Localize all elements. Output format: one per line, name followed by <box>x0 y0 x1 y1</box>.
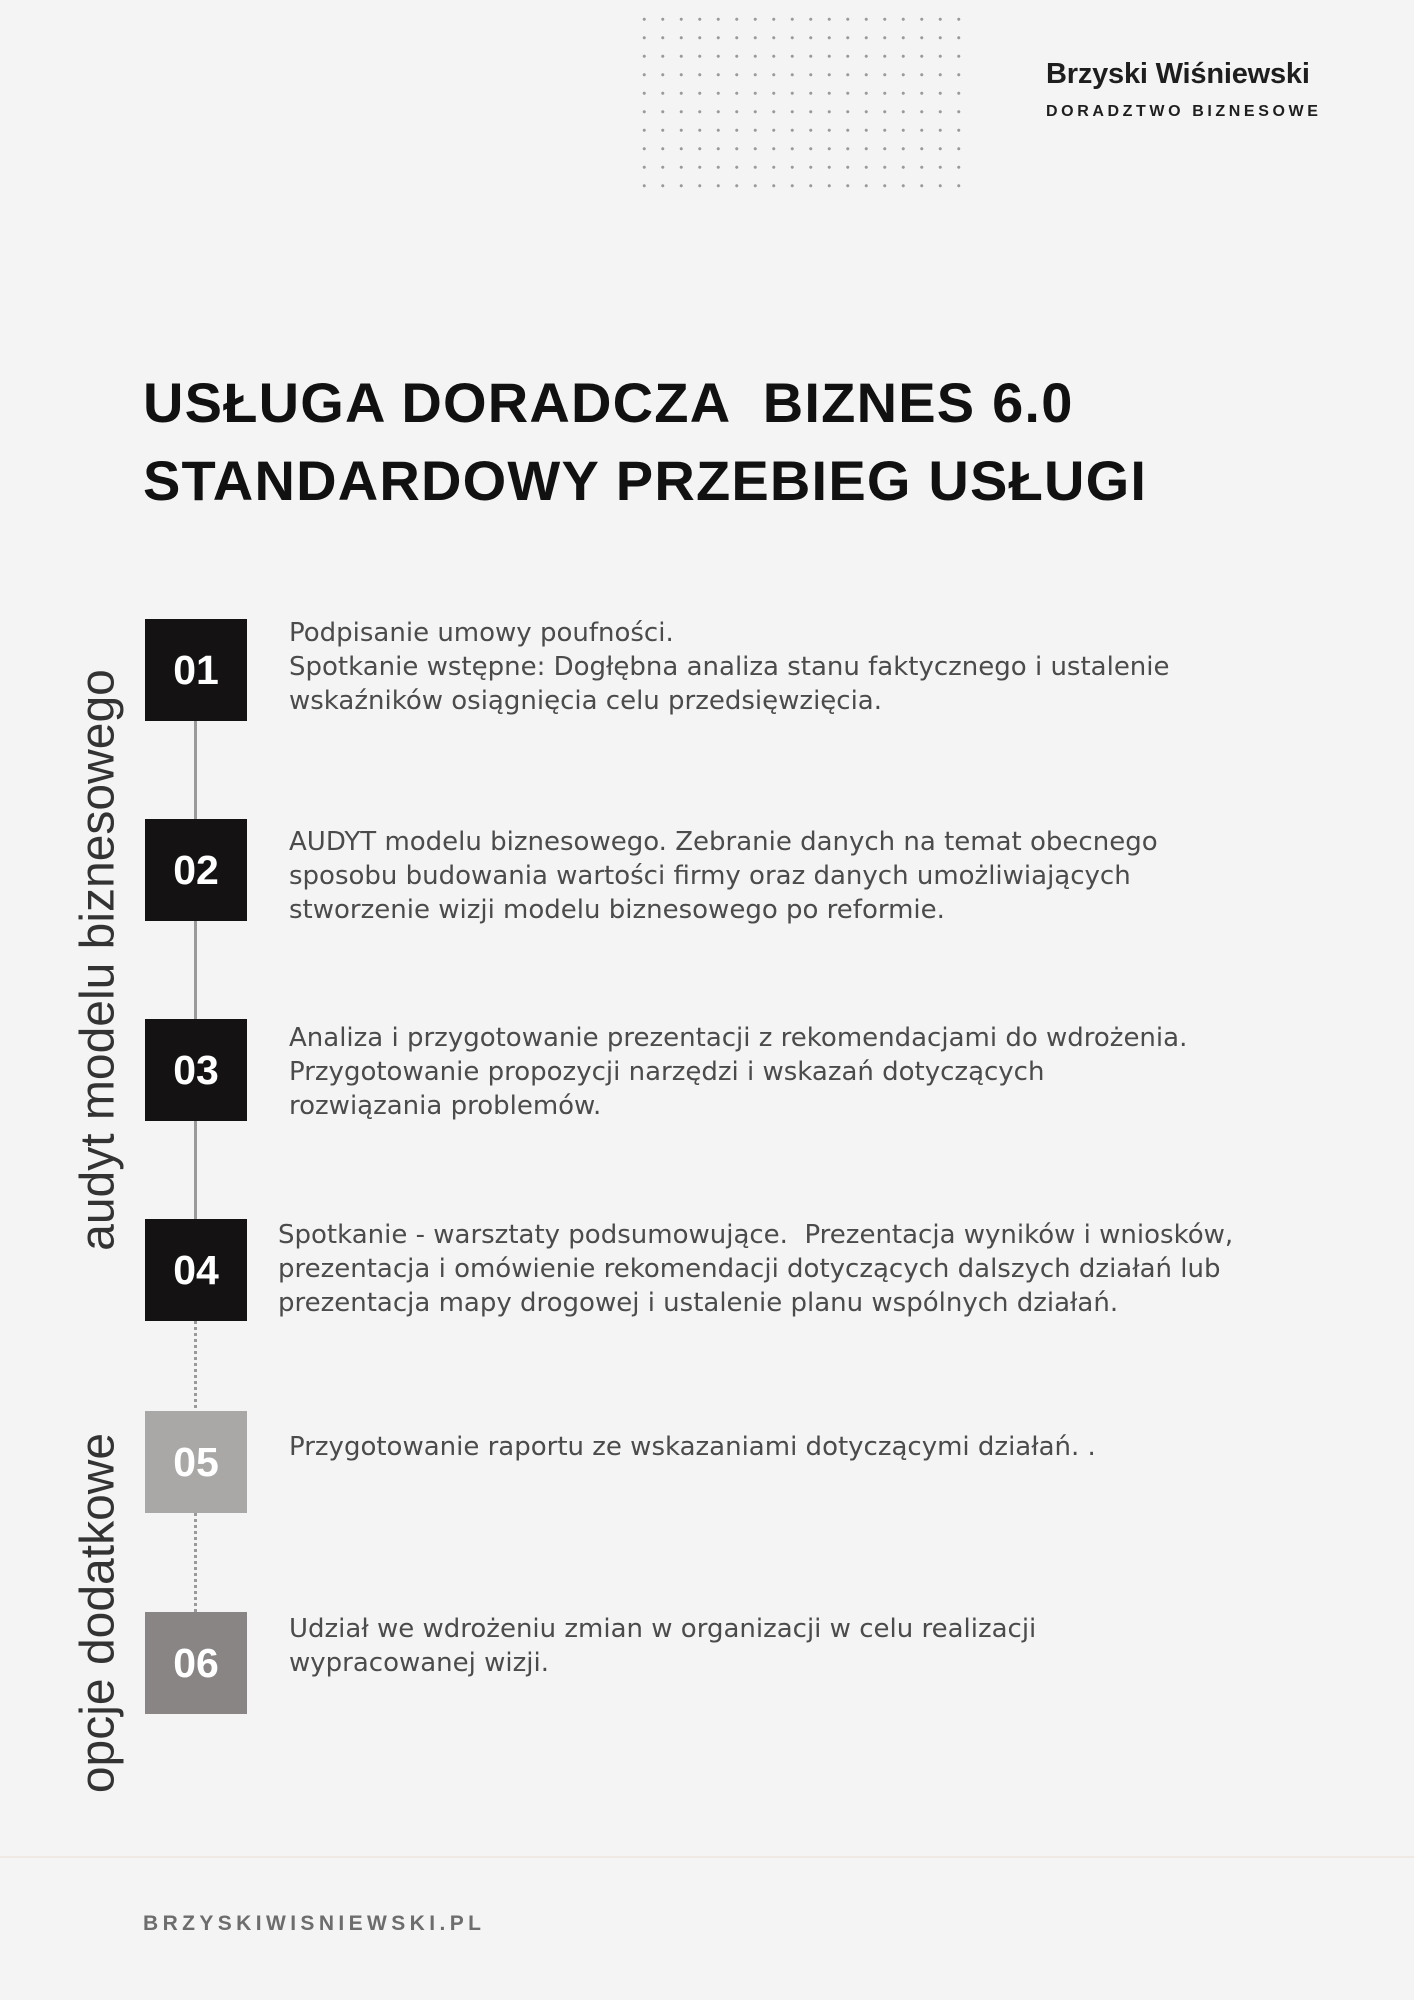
title-line-1: USŁUGA DORADCZA BIZNES 6.0 <box>143 371 1074 434</box>
step-number-box <box>145 819 247 921</box>
step-line: AUDYT modelu biznesowego. Zebranie danych na temat obecnego <box>289 827 1158 857</box>
footer-website[interactable]: BRZYSKIWISNIEWSKI.PL <box>143 1912 486 1935</box>
step-number: 01 <box>173 646 219 693</box>
step-line: wypracowanej wizji. <box>289 1648 549 1678</box>
step-number-box <box>145 1019 247 1121</box>
step-line: rozwiązania problemów. <box>289 1091 602 1121</box>
step-description <box>289 616 1339 718</box>
step-number: 06 <box>173 1639 219 1686</box>
step-line: Przygotowanie propozycji narzędzi i wskazań dotyczących <box>289 1057 1045 1087</box>
step-number: 04 <box>173 1246 219 1293</box>
step-number-box <box>145 1219 247 1321</box>
step-line: Przygotowanie raportu ze wskazaniami dotyczącymi działań. . <box>289 1432 1096 1462</box>
side-label-options: opcje dodatkowe <box>71 1432 125 1794</box>
step-number-box <box>145 1411 247 1513</box>
title-line-2: STANDARDOWY PRZEBIEG USŁUGI <box>143 449 1148 512</box>
step-line: Spotkanie wstępne: Dogłębna analiza stanu faktycznego i ustalenie <box>289 652 1170 682</box>
step-line: stworzenie wizji modelu biznesowego po reformie. <box>289 895 945 925</box>
dot-grid-decoration <box>635 10 965 200</box>
page-title <box>143 364 1147 520</box>
step-line: Podpisanie umowy poufności. <box>289 618 674 648</box>
brand-logo <box>1046 58 1322 121</box>
step-number: 02 <box>173 846 219 893</box>
step-line: wskaźników osiągnięcia celu przedsięwzięcia. <box>289 686 882 716</box>
step-number-box <box>145 1612 247 1714</box>
side-label-audit: audyt modelu biznesowego <box>71 669 125 1251</box>
step-line: prezentacja mapy drogowej i ustalenie planu wspólnych działań. <box>278 1288 1119 1318</box>
brand-name: Brzyski Wiśniewski <box>1046 58 1310 90</box>
step-description <box>278 1218 1328 1320</box>
step-description <box>289 1430 1339 1464</box>
step-number: 03 <box>173 1046 219 1093</box>
step-line: sposobu budowania wartości firmy oraz danych umożliwiających <box>289 861 1131 891</box>
step-line: Analiza i przygotowanie prezentacji z rekomendacjami do wdrożenia. <box>289 1023 1188 1053</box>
step-number: 05 <box>173 1438 219 1485</box>
timeline-solid-connector <box>194 720 197 1220</box>
step-line: Spotkanie - warsztaty podsumowujące. Prezentacja wyników i wniosków, <box>278 1220 1234 1250</box>
step-line: prezentacja i omówienie rekomendacji dotyczących dalszych działań lub <box>278 1254 1221 1284</box>
step-line: Udział we wdrożeniu zmian w organizacji w celu realizacji <box>289 1614 1037 1644</box>
step-number-box <box>145 619 247 721</box>
step-description <box>289 1021 1339 1123</box>
step-description <box>289 825 1339 927</box>
brand-subtitle: DORADZTWO BIZNESOWE <box>1046 103 1322 120</box>
step-description <box>289 1612 1339 1680</box>
footer-divider <box>0 1856 1414 1858</box>
